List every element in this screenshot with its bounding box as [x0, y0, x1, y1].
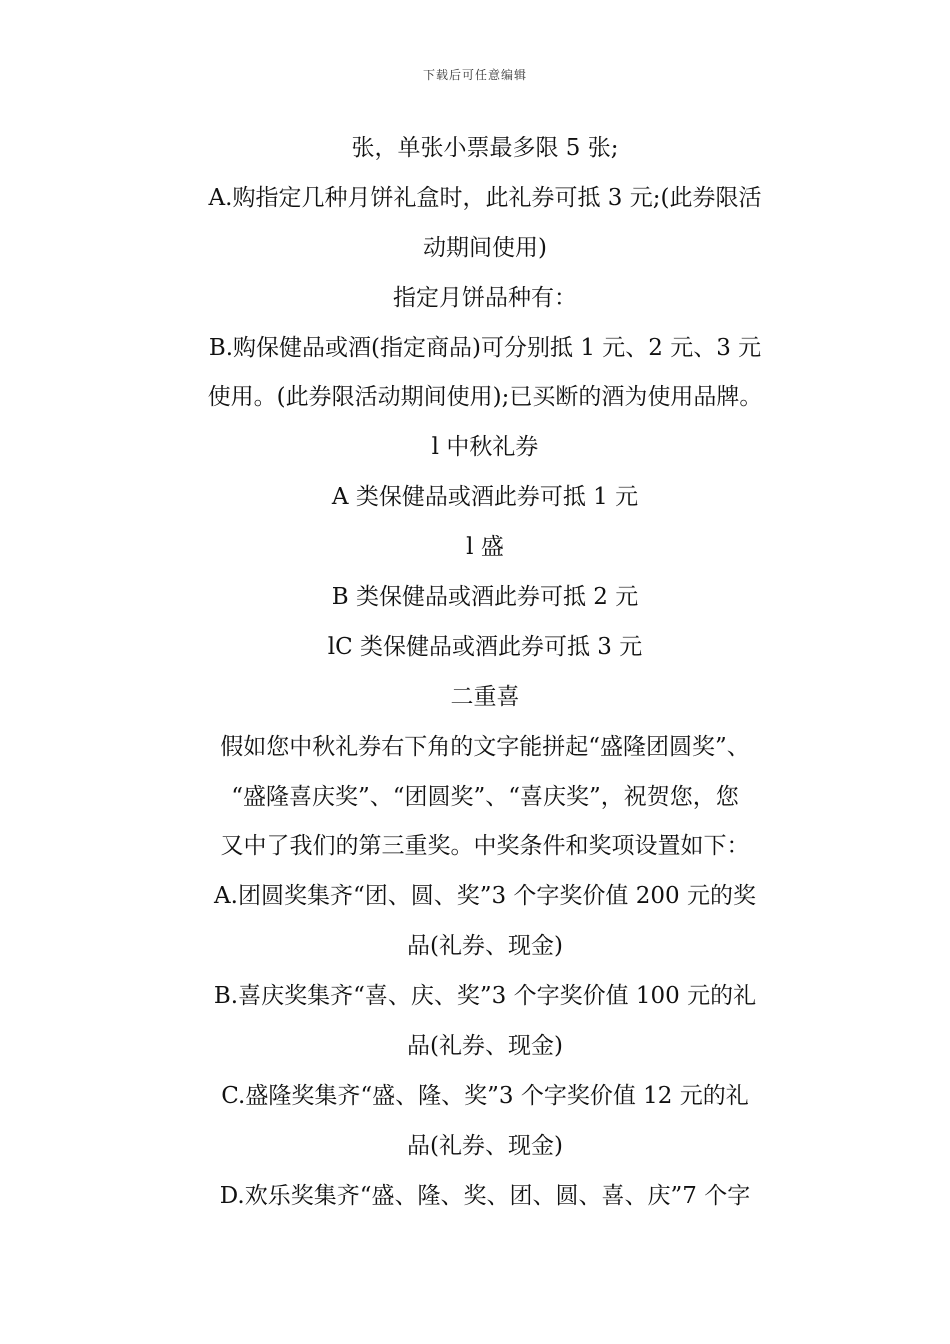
text-line: l 盛 — [466, 534, 504, 561]
text-line: l 中秋礼券 — [431, 434, 539, 461]
text-line: 品(礼券、现金) — [407, 1033, 563, 1060]
text-line: B 类保健品或酒此券可抵 2 元 — [331, 584, 639, 611]
text-line: A.团圆奖集齐“团、圆、奖”3 个字奖价值 200 元的奖 — [214, 883, 756, 910]
text-line: C.盛隆奖集齐“盛、隆、奖”3 个字奖价值 12 元的礼 — [221, 1082, 749, 1109]
text-line: 又中了我们的第三重奖。中奖条件和奖项设置如下： — [220, 833, 750, 860]
text-line: 张，单张小票最多限 5 张; — [351, 135, 619, 161]
document-body — [150, 124, 820, 1222]
text-line: A.购指定几种月饼礼盒时，此礼券可抵 3 元;(此券限活 — [208, 184, 762, 211]
text-line: D.欢乐奖集齐“盛、隆、奖、团、圆、喜、庆”7 个字 — [219, 1182, 751, 1209]
page-header: 下载后可任意编辑 — [422, 68, 527, 82]
text-line: “盛隆喜庆奖”、“团圆奖”、“喜庆奖”，祝贺您，您 — [231, 783, 739, 810]
text-line: 品(礼券、现金) — [407, 1132, 563, 1159]
text-line: 使用。(此券限活动期间使用);已买断的酒为使用品牌。 — [207, 384, 763, 411]
text-line: A 类保健品或酒此券可抵 1 元 — [331, 484, 639, 511]
section-heading: 二重喜 — [450, 683, 520, 710]
text-line: 假如您中秋礼券右下角的文字能拼起“盛隆团圆奖”、 — [220, 733, 750, 760]
text-line: lC 类保健品或酒此券可抵 3 元 — [327, 633, 643, 660]
text-line: B.购保健品或酒(指定商品)可分别抵 1 元、2 元、3 元 — [208, 334, 762, 361]
text-line: 品(礼券、现金) — [407, 933, 563, 960]
text-line: 动期间使用) — [423, 234, 547, 261]
text-line: 指定月饼品种有： — [393, 284, 577, 311]
text-line: B.喜庆奖集齐“喜、庆、奖”3 个字奖价值 100 元的礼 — [213, 983, 757, 1010]
